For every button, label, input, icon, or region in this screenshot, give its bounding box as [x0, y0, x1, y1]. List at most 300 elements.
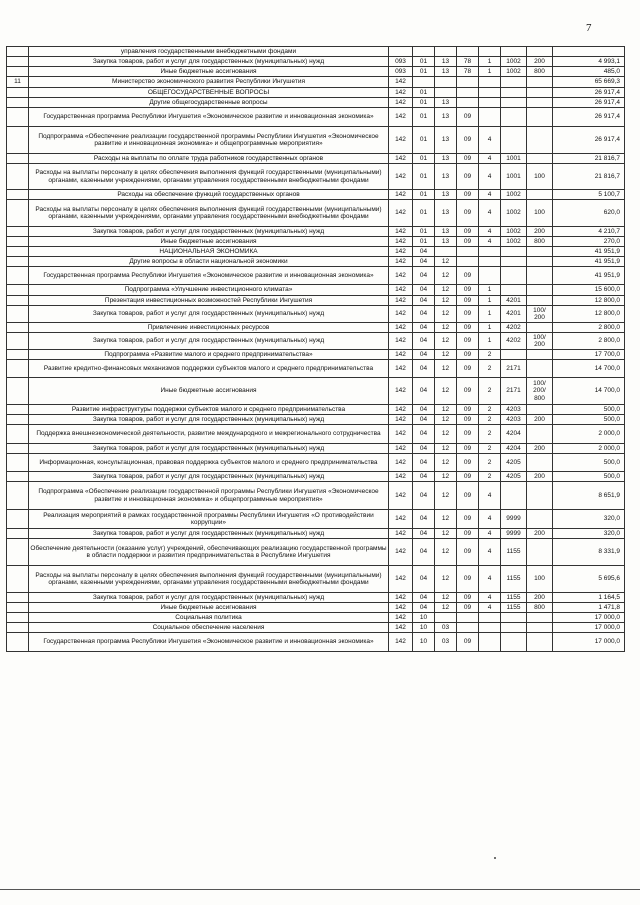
cell-c2: 4 [479, 539, 501, 566]
cell-c2 [479, 257, 501, 267]
cell-rz: 01 [413, 190, 435, 200]
cell-vr [527, 623, 553, 633]
cell-c1: 78 [457, 57, 479, 67]
cell-c2: 4 [479, 510, 501, 529]
cell-sum: 15 600,0 [553, 285, 625, 296]
cell-ved: 142 [389, 603, 413, 613]
cell-c3 [501, 47, 527, 57]
cell-pr: 12 [435, 415, 457, 425]
cell-rz: 01 [413, 57, 435, 67]
cell-num [7, 623, 29, 633]
cell-ved: 142 [389, 405, 413, 415]
cell-c1: 09 [457, 237, 479, 247]
cell-c2 [479, 247, 501, 257]
cell-ved: 142 [389, 127, 413, 154]
cell-rz: 01 [413, 164, 435, 190]
budget-table-body [7, 47, 625, 652]
cell-c2: 2 [479, 350, 501, 360]
table-row [7, 247, 625, 257]
table-row [7, 323, 625, 333]
cell-name: управления государственными внебюджетными фондами [29, 47, 389, 57]
cell-num [7, 454, 29, 472]
cell-pr: 13 [435, 98, 457, 108]
cell-c3: 9999 [501, 529, 527, 539]
cell-c2 [479, 623, 501, 633]
cell-rz: 01 [413, 127, 435, 154]
cell-vr [527, 510, 553, 529]
cell-num [7, 510, 29, 529]
cell-c1 [457, 77, 479, 88]
cell-c1: 09 [457, 482, 479, 510]
cell-c3 [501, 257, 527, 267]
table-row [7, 633, 625, 652]
cell-name: Социальное обеспечение населения [29, 623, 389, 633]
cell-rz: 04 [413, 566, 435, 593]
cell-c2: 1 [479, 323, 501, 333]
table-row [7, 425, 625, 444]
cell-name: Закупка товаров, работ и услуг для государственных (муниципальных) нужд [29, 472, 389, 482]
page-number: 7 [586, 22, 592, 34]
cell-c3: 1002 [501, 237, 527, 247]
cell-pr: 12 [435, 566, 457, 593]
table-row [7, 77, 625, 88]
cell-sum: 5 100,7 [553, 190, 625, 200]
cell-name: Иные бюджетные ассигнования [29, 237, 389, 247]
cell-c1: 09 [457, 267, 479, 285]
cell-ved: 142 [389, 190, 413, 200]
cell-pr: 12 [435, 257, 457, 267]
cell-vr [527, 323, 553, 333]
cell-sum: 500,0 [553, 454, 625, 472]
cell-c3 [501, 127, 527, 154]
cell-pr: 13 [435, 200, 457, 227]
cell-rz: 04 [413, 529, 435, 539]
cell-c2 [479, 77, 501, 88]
cell-c2: 4 [479, 164, 501, 190]
cell-c2 [479, 633, 501, 652]
cell-ved: 142 [389, 200, 413, 227]
cell-c3: 1155 [501, 593, 527, 603]
cell-pr: 12 [435, 267, 457, 285]
cell-pr: 12 [435, 593, 457, 603]
cell-ved: 142 [389, 566, 413, 593]
cell-rz: 10 [413, 633, 435, 652]
cell-ved: 142 [389, 285, 413, 296]
cell-c2: 1 [479, 296, 501, 306]
cell-c2: 1 [479, 285, 501, 296]
cell-num [7, 127, 29, 154]
cell-ved: 142 [389, 333, 413, 350]
cell-sum: 17 700,0 [553, 350, 625, 360]
cell-num [7, 360, 29, 378]
cell-num [7, 472, 29, 482]
cell-ved: 142 [389, 593, 413, 603]
cell-name: Расходы на выплаты персоналу в целях обеспечения выполнения функций государственными (муниципальными) органами, казенными учреждениями, органами управления государственными внебюджетными фондами [29, 200, 389, 227]
cell-rz: 04 [413, 444, 435, 454]
cell-rz: 10 [413, 613, 435, 623]
cell-ved: 142 [389, 77, 413, 88]
cell-sum: 500,0 [553, 405, 625, 415]
cell-num [7, 306, 29, 323]
cell-c3: 4203 [501, 405, 527, 415]
cell-ved: 142 [389, 539, 413, 566]
cell-num [7, 227, 29, 237]
cell-sum: 17 000,0 [553, 633, 625, 652]
cell-c2: 4 [479, 566, 501, 593]
cell-sum: 1 164,5 [553, 593, 625, 603]
table-row [7, 613, 625, 623]
cell-c2 [479, 88, 501, 98]
cell-num [7, 47, 29, 57]
cell-ved: 142 [389, 257, 413, 267]
cell-c1: 09 [457, 296, 479, 306]
cell-c2: 2 [479, 454, 501, 472]
cell-name: Социальная политика [29, 613, 389, 623]
table-row [7, 57, 625, 67]
cell-pr: 12 [435, 285, 457, 296]
cell-rz: 01 [413, 200, 435, 227]
cell-pr: 13 [435, 164, 457, 190]
cell-c3: 4204 [501, 444, 527, 454]
cell-pr: 03 [435, 623, 457, 633]
table-row [7, 227, 625, 237]
cell-vr: 800 [527, 603, 553, 613]
cell-c1: 09 [457, 539, 479, 566]
cell-name: Закупка товаров, работ и услуг для государственных (муниципальных) нужд [29, 333, 389, 350]
cell-c1: 09 [457, 154, 479, 164]
cell-vr: 100/ 200/ 800 [527, 378, 553, 405]
cell-num [7, 613, 29, 623]
cell-c1: 09 [457, 472, 479, 482]
table-row [7, 200, 625, 227]
cell-pr: 12 [435, 333, 457, 350]
table-row [7, 593, 625, 603]
cell-pr: 12 [435, 472, 457, 482]
cell-name: Закупка товаров, работ и услуг для государственных (муниципальных) нужд [29, 593, 389, 603]
cell-c3 [501, 267, 527, 285]
cell-vr [527, 296, 553, 306]
cell-num [7, 267, 29, 285]
cell-vr: 800 [527, 67, 553, 77]
cell-ved: 142 [389, 378, 413, 405]
cell-num [7, 415, 29, 425]
cell-c2: 4 [479, 482, 501, 510]
cell-name: Министерство экономического развития Республики Ингушетия [29, 77, 389, 88]
cell-rz: 01 [413, 227, 435, 237]
table-row [7, 67, 625, 77]
cell-ved: 142 [389, 360, 413, 378]
cell-ved: 142 [389, 444, 413, 454]
cell-sum: 26 917,4 [553, 88, 625, 98]
cell-c1: 09 [457, 200, 479, 227]
cell-vr: 100 [527, 164, 553, 190]
cell-vr [527, 98, 553, 108]
cell-pr: 12 [435, 350, 457, 360]
table-row [7, 482, 625, 510]
cell-name: Закупка товаров, работ и услуг для государственных (муниципальных) нужд [29, 57, 389, 67]
cell-num [7, 164, 29, 190]
cell-vr [527, 454, 553, 472]
cell-c1: 09 [457, 510, 479, 529]
cell-sum: 5 695,6 [553, 566, 625, 593]
cell-vr [527, 154, 553, 164]
cell-num [7, 378, 29, 405]
cell-pr: 12 [435, 529, 457, 539]
cell-c2: 4 [479, 237, 501, 247]
cell-c2: 4 [479, 529, 501, 539]
cell-c1: 09 [457, 633, 479, 652]
cell-rz: 04 [413, 482, 435, 510]
cell-name: Привлечение инвестиционных ресурсов [29, 323, 389, 333]
cell-c2: 4 [479, 200, 501, 227]
cell-num [7, 529, 29, 539]
cell-rz: 01 [413, 98, 435, 108]
cell-c1: 09 [457, 425, 479, 444]
cell-num [7, 323, 29, 333]
cell-c2: 2 [479, 405, 501, 415]
budget-table [6, 46, 625, 652]
cell-c3: 1002 [501, 190, 527, 200]
cell-c1 [457, 88, 479, 98]
table-row [7, 603, 625, 613]
cell-pr: 12 [435, 323, 457, 333]
table-row [7, 98, 625, 108]
cell-c1 [457, 47, 479, 57]
cell-sum: 8 651,9 [553, 482, 625, 510]
cell-sum: 26 917,4 [553, 108, 625, 127]
cell-name: Закупка товаров, работ и услуг для государственных (муниципальных) нужд [29, 227, 389, 237]
cell-c2: 4 [479, 154, 501, 164]
cell-rz: 04 [413, 378, 435, 405]
cell-pr: 12 [435, 482, 457, 510]
cell-num [7, 296, 29, 306]
cell-name: Расходы на выплаты по оплате труда работников государственных органов [29, 154, 389, 164]
cell-c1: 78 [457, 67, 479, 77]
cell-rz: 01 [413, 237, 435, 247]
cell-c3 [501, 633, 527, 652]
table-row [7, 454, 625, 472]
cell-pr: 12 [435, 539, 457, 566]
cell-c1: 09 [457, 415, 479, 425]
cell-pr: 12 [435, 378, 457, 405]
cell-rz: 04 [413, 285, 435, 296]
table-row [7, 405, 625, 415]
cell-sum: 12 800,0 [553, 306, 625, 323]
cell-pr: 12 [435, 296, 457, 306]
table-row [7, 444, 625, 454]
cell-name: Закупка товаров, работ и услуг для государственных (муниципальных) нужд [29, 306, 389, 323]
cell-sum: 12 800,0 [553, 296, 625, 306]
cell-c1: 09 [457, 227, 479, 237]
cell-c3 [501, 108, 527, 127]
cell-rz: 04 [413, 306, 435, 323]
table-row [7, 360, 625, 378]
cell-c2: 2 [479, 425, 501, 444]
cell-rz: 10 [413, 623, 435, 633]
cell-name: Иные бюджетные ассигнования [29, 67, 389, 77]
cell-sum: 14 700,0 [553, 378, 625, 405]
cell-name: Другие общегосударственные вопросы [29, 98, 389, 108]
cell-vr: 200 [527, 472, 553, 482]
cell-c3: 9999 [501, 510, 527, 529]
cell-sum: 17 000,0 [553, 613, 625, 623]
cell-name: Другие вопросы в области национальной экономики [29, 257, 389, 267]
cell-vr: 200 [527, 529, 553, 539]
cell-ved: 142 [389, 154, 413, 164]
bottom-divider [0, 889, 640, 890]
cell-num: 11 [7, 77, 29, 88]
cell-num [7, 98, 29, 108]
cell-c3: 4204 [501, 425, 527, 444]
cell-ved: 142 [389, 529, 413, 539]
cell-name: Подпрограмма «Обеспечение реализации государственной программы Республики Ингушетия «Экономическое развитие и инновационная экономика» и общепрограммные мероприятия» [29, 127, 389, 154]
cell-vr [527, 405, 553, 415]
cell-c1: 09 [457, 127, 479, 154]
cell-c1: 09 [457, 350, 479, 360]
cell-ved: 142 [389, 296, 413, 306]
cell-pr [435, 77, 457, 88]
cell-name: Государственная программа Республики Ингушетия «Экономическое развитие и инновационная экономика» [29, 108, 389, 127]
cell-c3: 1002 [501, 57, 527, 67]
cell-ved: 142 [389, 482, 413, 510]
scan-speck [494, 857, 496, 859]
cell-sum: 26 917,4 [553, 98, 625, 108]
cell-ved: 142 [389, 633, 413, 652]
cell-rz [413, 47, 435, 57]
cell-vr [527, 108, 553, 127]
cell-num [7, 633, 29, 652]
cell-num [7, 154, 29, 164]
cell-rz: 04 [413, 425, 435, 444]
cell-pr: 13 [435, 154, 457, 164]
cell-num [7, 333, 29, 350]
cell-c1: 09 [457, 405, 479, 415]
cell-c1: 09 [457, 360, 479, 378]
cell-num [7, 350, 29, 360]
cell-c2: 4 [479, 603, 501, 613]
cell-c2: 4 [479, 593, 501, 603]
cell-num [7, 237, 29, 247]
cell-num [7, 444, 29, 454]
cell-ved: 142 [389, 323, 413, 333]
cell-name: Закупка товаров, работ и услуг для государственных (муниципальных) нужд [29, 444, 389, 454]
cell-c1: 09 [457, 444, 479, 454]
cell-vr: 200 [527, 227, 553, 237]
cell-c3: 1002 [501, 67, 527, 77]
cell-name: Развитие кредитно-финансовых механизмов поддержки субъектов малого и среднего предпринимательства [29, 360, 389, 378]
cell-name: НАЦИОНАЛЬНАЯ ЭКОНОМИКА [29, 247, 389, 257]
cell-c3 [501, 350, 527, 360]
cell-c1: 09 [457, 285, 479, 296]
cell-c3 [501, 247, 527, 257]
cell-ved: 142 [389, 108, 413, 127]
cell-c3: 1155 [501, 603, 527, 613]
cell-num [7, 566, 29, 593]
cell-c2: 2 [479, 472, 501, 482]
cell-name: Развитие инфраструктуры поддержки субъектов малого и среднего предпринимательства [29, 405, 389, 415]
cell-num [7, 482, 29, 510]
table-row [7, 154, 625, 164]
cell-rz: 04 [413, 360, 435, 378]
cell-ved: 142 [389, 425, 413, 444]
cell-vr [527, 425, 553, 444]
cell-c2: 1 [479, 306, 501, 323]
table-row [7, 415, 625, 425]
cell-pr: 12 [435, 405, 457, 415]
cell-ved: 093 [389, 57, 413, 67]
cell-c2: 2 [479, 444, 501, 454]
cell-c1 [457, 257, 479, 267]
cell-c3: 4202 [501, 333, 527, 350]
cell-rz: 04 [413, 539, 435, 566]
cell-pr: 13 [435, 67, 457, 77]
cell-pr [435, 613, 457, 623]
cell-c3: 4205 [501, 454, 527, 472]
cell-sum: 2 000,0 [553, 444, 625, 454]
cell-vr [527, 350, 553, 360]
cell-c3 [501, 623, 527, 633]
cell-vr [527, 127, 553, 154]
cell-c3: 1002 [501, 200, 527, 227]
cell-c3: 4203 [501, 415, 527, 425]
cell-vr [527, 47, 553, 57]
cell-c2: 1 [479, 57, 501, 67]
cell-pr [435, 247, 457, 257]
cell-ved: 142 [389, 613, 413, 623]
cell-c1: 09 [457, 306, 479, 323]
cell-num [7, 67, 29, 77]
cell-sum: 21 816,7 [553, 154, 625, 164]
cell-vr [527, 190, 553, 200]
cell-ved: 142 [389, 88, 413, 98]
cell-c2: 4 [479, 190, 501, 200]
cell-ved: 142 [389, 247, 413, 257]
cell-vr: 200 [527, 444, 553, 454]
cell-num [7, 57, 29, 67]
cell-c1: 09 [457, 164, 479, 190]
cell-sum: 41 951,9 [553, 257, 625, 267]
cell-c3 [501, 98, 527, 108]
cell-num [7, 108, 29, 127]
table-row [7, 164, 625, 190]
cell-name: Закупка товаров, работ и услуг для государственных (муниципальных) нужд [29, 529, 389, 539]
cell-rz: 01 [413, 154, 435, 164]
cell-name: Государственная программа Республики Ингушетия «Экономическое развитие и инновационная экономика» [29, 267, 389, 285]
cell-sum: 2 800,0 [553, 333, 625, 350]
cell-sum: 270,0 [553, 237, 625, 247]
cell-rz: 04 [413, 472, 435, 482]
cell-name: Расходы на выплаты персоналу в целях обеспечения выполнения функций государственными (муниципальными) органами, казенными учреждениями, органами управления государственными внебюджетными фондами [29, 566, 389, 593]
cell-vr [527, 88, 553, 98]
cell-sum: 4 993,1 [553, 57, 625, 67]
table-row [7, 566, 625, 593]
cell-ved: 142 [389, 164, 413, 190]
cell-sum: 8 331,9 [553, 539, 625, 566]
cell-vr [527, 482, 553, 510]
cell-c3: 1001 [501, 164, 527, 190]
cell-rz: 04 [413, 350, 435, 360]
cell-c3: 2171 [501, 378, 527, 405]
cell-vr [527, 247, 553, 257]
cell-vr: 100 [527, 566, 553, 593]
cell-c1: 09 [457, 333, 479, 350]
cell-name: Информационная, консультационная, правовая поддержка субъектов малого и среднего предпринимательства [29, 454, 389, 472]
cell-sum: 500,0 [553, 472, 625, 482]
cell-rz: 01 [413, 88, 435, 98]
cell-vr [527, 285, 553, 296]
cell-ved: 142 [389, 306, 413, 323]
table-row [7, 127, 625, 154]
